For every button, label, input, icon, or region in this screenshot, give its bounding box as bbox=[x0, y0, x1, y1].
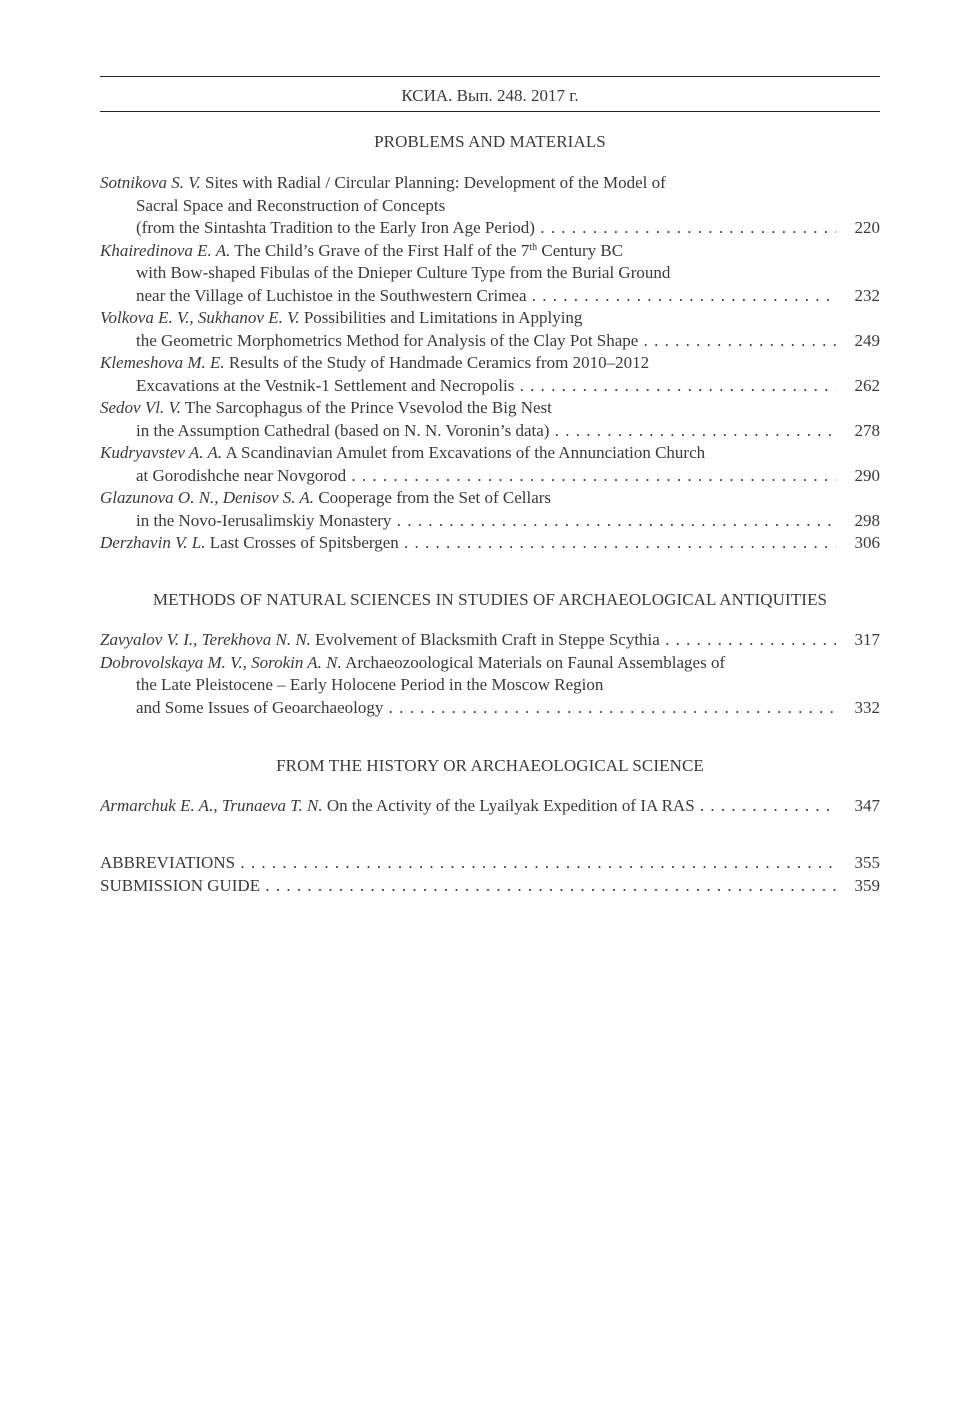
entry-title-line: On the Activity of the Lyailyak Expedition of IA RAS bbox=[326, 796, 695, 815]
section-title-problems: PROBLEMS AND MATERIALS bbox=[374, 132, 606, 151]
toc-line[interactable] bbox=[100, 875, 880, 898]
entry-author: Glazunova O. N., Denisov S. A. bbox=[100, 488, 315, 507]
entry-title-line: Results of the Study of Handmade Ceramics from 2010–2012 bbox=[228, 353, 650, 372]
page-number: 347 bbox=[836, 795, 880, 818]
toc-line[interactable] bbox=[100, 262, 880, 285]
page-number: 220 bbox=[836, 217, 880, 240]
entry-title-line: SUBMISSION GUIDE bbox=[100, 875, 261, 895]
entry-title-line: Sacral Space and Reconstruction of Concepts bbox=[136, 195, 446, 215]
entry-author: Sotnikova S. V. bbox=[100, 173, 201, 192]
toc-line[interactable] bbox=[100, 420, 880, 443]
page-number: 332 bbox=[836, 697, 880, 720]
entry-title-line: (from the Sintashta Tradition to the Early Iron Age Period) bbox=[136, 218, 535, 237]
toc-line[interactable] bbox=[100, 487, 880, 510]
entry-title-line: The Child’s Grave of the First Half of the 7 bbox=[234, 240, 530, 260]
entry-author: Armarchuk E. A., Trunaeva T. N. bbox=[100, 796, 323, 815]
entry-author: Klemeshova M. E. bbox=[100, 353, 225, 372]
entry-title-line: with Bow-shaped Fibulas of the Dnieper Culture Type from the Burial Ground bbox=[136, 263, 671, 282]
entry-title-line: Last Crosses of Spitsbergen bbox=[209, 533, 399, 552]
entry-title-line: in the Assumption Cathedral (based on N. N. Voronin’s data) bbox=[136, 420, 550, 440]
superscript: th bbox=[529, 241, 538, 253]
toc-line[interactable] bbox=[100, 195, 880, 218]
toc-methods bbox=[100, 629, 880, 719]
entry-title-line: and Some Issues of Geoarchaeology bbox=[136, 697, 384, 717]
entry-title-line: the Late Pleistocene – Early Holocene Period in the Moscow Region bbox=[136, 675, 604, 694]
toc-line[interactable] bbox=[100, 307, 880, 330]
page-number: 355 bbox=[836, 852, 880, 875]
page-number: 306 bbox=[836, 532, 880, 555]
entry-title-line: ABBREVIATIONS bbox=[100, 853, 236, 872]
entry-title-line: The Sarcophagus of the Prince Vsevolod the Big Nest bbox=[184, 398, 552, 417]
section-title-history: FROM THE HISTORY OR ARCHAEOLOGICAL SCIENCE bbox=[276, 756, 704, 775]
toc-line[interactable] bbox=[100, 442, 880, 465]
entry-author: Volkova E. V., Sukhanov E. V. bbox=[100, 308, 300, 327]
header-top-rule bbox=[100, 76, 880, 77]
toc-line[interactable] bbox=[100, 629, 880, 652]
header-bottom-rule bbox=[100, 111, 880, 112]
toc-line[interactable] bbox=[100, 240, 880, 263]
entry-author: Zavyalov V. I., Terekhova N. N. bbox=[100, 630, 311, 649]
toc-line[interactable] bbox=[100, 172, 880, 195]
toc-line[interactable] bbox=[100, 652, 880, 675]
entry-title-line: Sites with Radial / Circular Planning: Development of the Model of bbox=[204, 173, 666, 192]
entry-author: Sedov Vl. V. bbox=[100, 398, 181, 417]
entry-author: Derzhavin V. L. bbox=[100, 533, 206, 552]
toc-line[interactable] bbox=[100, 330, 880, 353]
toc-line[interactable] bbox=[100, 352, 880, 375]
entry-author: Kudryavstev A. A. bbox=[100, 443, 223, 462]
toc-back-matter bbox=[100, 852, 880, 897]
page-number: 232 bbox=[836, 285, 880, 308]
toc-line[interactable] bbox=[100, 285, 880, 308]
entry-title-line: the Geometric Morphometrics Method for Analysis of the Clay Pot Shape bbox=[136, 330, 639, 350]
section-title-methods: METHODS OF NATURAL SCIENCES IN STUDIES OF ARCHAEOLOGICAL ANTIQUITIES bbox=[152, 590, 828, 609]
toc-line[interactable] bbox=[100, 532, 880, 555]
entry-title-line: near the Village of Luchistoe in the Southwestern Crimea bbox=[136, 285, 527, 305]
entry-title-line: Evolvement of Blacksmith Craft in Steppe Scythia bbox=[315, 630, 660, 649]
toc-history bbox=[100, 795, 880, 818]
page-number: 249 bbox=[836, 330, 880, 353]
toc-line[interactable] bbox=[100, 375, 880, 398]
page-number: 298 bbox=[836, 510, 880, 533]
running-header: КСИА. Вып. 248. 2017 г. bbox=[401, 86, 579, 105]
page-number: 317 bbox=[836, 629, 880, 652]
entry-title-line: Excavations at the Vestnik-1 Settlement and Necropolis bbox=[136, 375, 515, 395]
page-number: 290 bbox=[836, 465, 880, 488]
entry-title-line: Century BC bbox=[537, 240, 624, 260]
entry-title-line: in the Novo-Ierusalimskiy Monastery bbox=[136, 510, 392, 530]
entry-title-line: Possibilities and Limitations in Applying bbox=[303, 308, 583, 327]
toc-line[interactable] bbox=[100, 852, 880, 875]
toc-problems bbox=[100, 172, 880, 555]
toc-line[interactable] bbox=[100, 217, 880, 240]
entry-title-line: A Scandinavian Amulet from Excavations of the Annunciation Church bbox=[225, 443, 706, 462]
toc-line[interactable] bbox=[100, 674, 880, 697]
page-number: 359 bbox=[836, 875, 880, 898]
toc-line[interactable] bbox=[100, 697, 880, 720]
entry-author: Dobrovolskaya M. V., Sorokin A. N. bbox=[100, 652, 342, 672]
page-number: 262 bbox=[836, 375, 880, 398]
toc-line[interactable] bbox=[100, 510, 880, 533]
entry-title-line: at Gorodishche near Novgorod bbox=[136, 465, 347, 485]
entry-title-line: Cooperage from the Set of Cellars bbox=[318, 488, 552, 507]
entry-title-line: Archaeozoological Materials on Faunal Assemblages of bbox=[345, 652, 726, 672]
entry-author: Khairedinova E. A. bbox=[100, 240, 231, 260]
toc-line[interactable] bbox=[100, 465, 880, 488]
toc-line[interactable] bbox=[100, 397, 880, 420]
toc-line[interactable] bbox=[100, 795, 880, 818]
page-number: 278 bbox=[836, 420, 880, 443]
